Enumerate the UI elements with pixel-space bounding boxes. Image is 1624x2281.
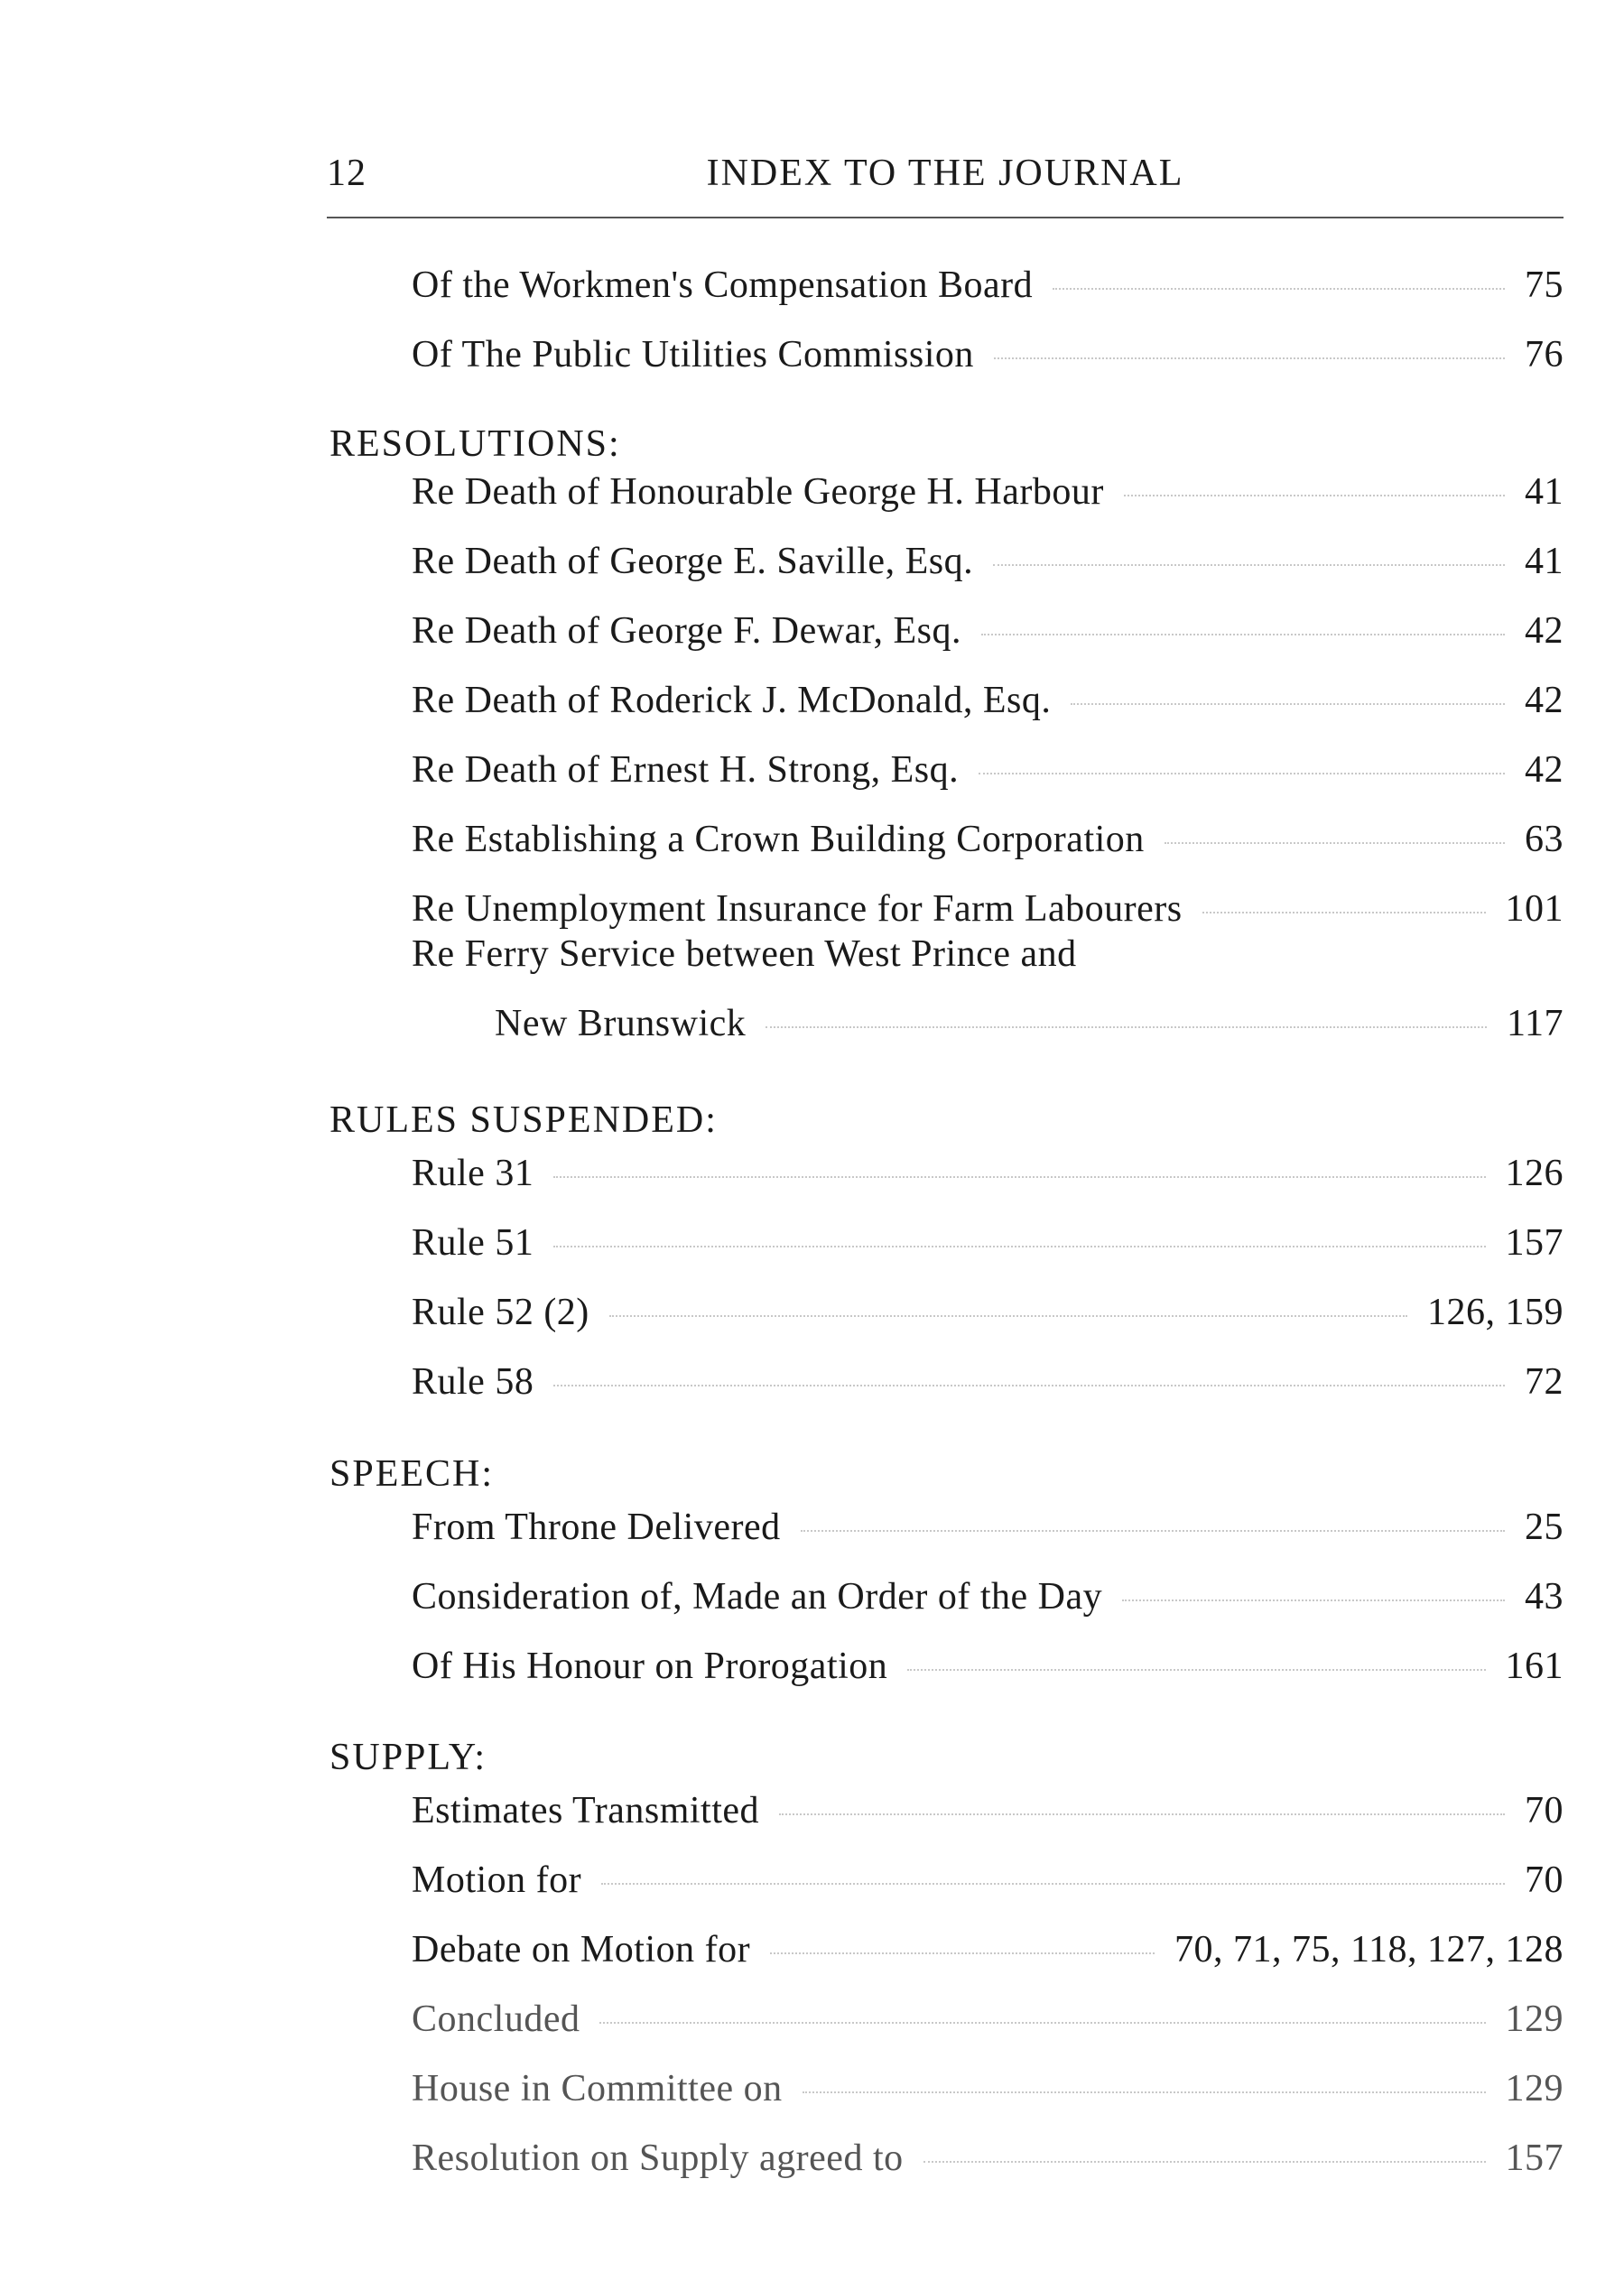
entry-pages: 42 <box>1525 749 1564 791</box>
index-entry <box>412 1859 1564 1909</box>
entry-label: Rule 51 <box>412 1222 534 1264</box>
dot-leader <box>1053 288 1505 290</box>
dot-leader <box>553 1246 1485 1247</box>
index-entry <box>412 1506 1564 1556</box>
index-entry <box>412 1221 1564 1272</box>
entry-pages: 72 <box>1525 1361 1564 1403</box>
entry-label: Debate on Motion for <box>412 1929 751 1970</box>
index-entry <box>412 1928 1564 1979</box>
index-entry <box>412 609 1564 660</box>
entry-pages: 75 <box>1525 264 1564 306</box>
dot-leader <box>770 1952 1155 1954</box>
dot-leader <box>601 1883 1505 1885</box>
dot-leader <box>599 2022 1485 2024</box>
index-entry <box>412 1789 1564 1840</box>
dot-leader <box>1071 703 1505 705</box>
entry-label: From Throne Delivered <box>412 1507 781 1548</box>
dot-leader <box>801 1530 1505 1532</box>
entry-label: Resolution on Supply agreed to <box>412 2137 904 2179</box>
entry-label: Re Death of Honourable George H. Harbour <box>412 471 1104 513</box>
entry-label: Concluded <box>412 1998 580 2040</box>
dot-leader <box>1165 842 1505 844</box>
index-entry <box>412 333 1564 384</box>
entry-label: Re Unemployment Insurance for Farm Labourers <box>412 888 1183 930</box>
page-number: 12 <box>327 153 367 194</box>
index-entry <box>412 1002 1564 1052</box>
section-title-speech: SPEECH: <box>329 1453 495 1495</box>
dot-leader <box>923 2161 1486 2163</box>
entry-label: Estimates Transmitted <box>412 1790 760 1831</box>
dot-leader <box>1122 1599 1505 1601</box>
index-entry <box>412 748 1564 799</box>
dot-leader <box>981 634 1505 635</box>
entry-pages: 70 <box>1525 1790 1564 1831</box>
index-entry <box>412 1152 1564 1202</box>
dot-leader <box>553 1176 1485 1178</box>
dot-leader <box>1124 495 1505 496</box>
index-entry <box>412 2137 1564 2187</box>
entry-pages: 157 <box>1505 2137 1564 2179</box>
index-entry <box>412 679 1564 729</box>
entry-label: Re Death of Roderick J. McDonald, Esq. <box>412 680 1052 721</box>
entry-label: Rule 31 <box>412 1153 534 1194</box>
entry-pages: 70 <box>1525 1859 1564 1901</box>
index-entry <box>412 1291 1564 1341</box>
entry-label: Rule 58 <box>412 1361 534 1403</box>
entry-pages: 63 <box>1525 819 1564 860</box>
header-rule <box>327 217 1564 218</box>
entry-pages: 76 <box>1525 334 1564 376</box>
entry-pages: 117 <box>1507 1003 1564 1044</box>
page-header <box>327 152 1564 206</box>
dot-leader <box>1202 912 1486 913</box>
entry-label: Re Establishing a Crown Building Corporation <box>412 819 1145 860</box>
entry-pages: 42 <box>1525 610 1564 652</box>
index-entry <box>412 1645 1564 1695</box>
entry-pages: 70, 71, 75, 118, 127, 128 <box>1174 1929 1564 1970</box>
dot-leader <box>907 1669 1485 1671</box>
dot-leader <box>553 1385 1505 1386</box>
index-entry <box>412 818 1564 868</box>
entry-pages: 25 <box>1525 1507 1564 1548</box>
entry-pages: 126 <box>1505 1153 1564 1194</box>
entry-pages: 129 <box>1505 1998 1564 2040</box>
entry-label: Consideration of, Made an Order of the Day <box>412 1576 1103 1618</box>
index-entry <box>412 540 1564 590</box>
entry-label: New Brunswick <box>495 1003 747 1044</box>
entry-pages: 161 <box>1505 1646 1564 1687</box>
entry-pages: 129 <box>1505 2068 1564 2109</box>
dot-leader <box>803 2091 1486 2093</box>
dot-leader <box>609 1315 1407 1317</box>
entry-pages: 126, 159 <box>1427 1292 1564 1333</box>
entry-pages: 41 <box>1525 541 1564 582</box>
index-entry <box>412 1360 1564 1411</box>
index-entry <box>412 1575 1564 1626</box>
index-entry <box>412 887 1564 938</box>
running-title: INDEX TO THE JOURNAL <box>706 153 1184 194</box>
index-entry <box>412 2067 1564 2118</box>
index-entry-text: Re Ferry Service between West Prince and <box>412 933 1077 975</box>
entry-label: Of The Public Utilities Commission <box>412 334 974 376</box>
entry-label: Re Death of George F. Dewar, Esq. <box>412 610 962 652</box>
dot-leader <box>993 564 1505 566</box>
dot-leader <box>994 357 1505 359</box>
entry-pages: 41 <box>1525 471 1564 513</box>
entry-label: House in Committee on <box>412 2068 783 2109</box>
entry-pages: 157 <box>1505 1222 1564 1264</box>
dot-leader <box>979 773 1505 774</box>
entry-label: Re Death of Ernest H. Strong, Esq. <box>412 749 960 791</box>
section-title-rules-suspended: RULES SUSPENDED: <box>329 1099 718 1141</box>
entry-label: Rule 52 (2) <box>412 1292 589 1333</box>
section-title-resolutions: RESOLUTIONS: <box>329 423 621 465</box>
index-entry <box>412 470 1564 521</box>
entry-pages: 43 <box>1525 1576 1564 1618</box>
entry-label: Of His Honour on Prorogation <box>412 1646 888 1687</box>
section-title-supply: SUPPLY: <box>329 1737 487 1778</box>
entry-pages: 42 <box>1525 680 1564 721</box>
dot-leader <box>766 1026 1487 1028</box>
entry-label: Motion for <box>412 1859 582 1901</box>
entry-label: Of the Workmen's Compensation Board <box>412 264 1034 306</box>
entry-pages: 101 <box>1505 888 1564 930</box>
dot-leader <box>779 1813 1505 1815</box>
index-entry <box>412 264 1564 314</box>
entry-label: Re Death of George E. Saville, Esq. <box>412 541 974 582</box>
index-entry <box>412 1998 1564 2048</box>
